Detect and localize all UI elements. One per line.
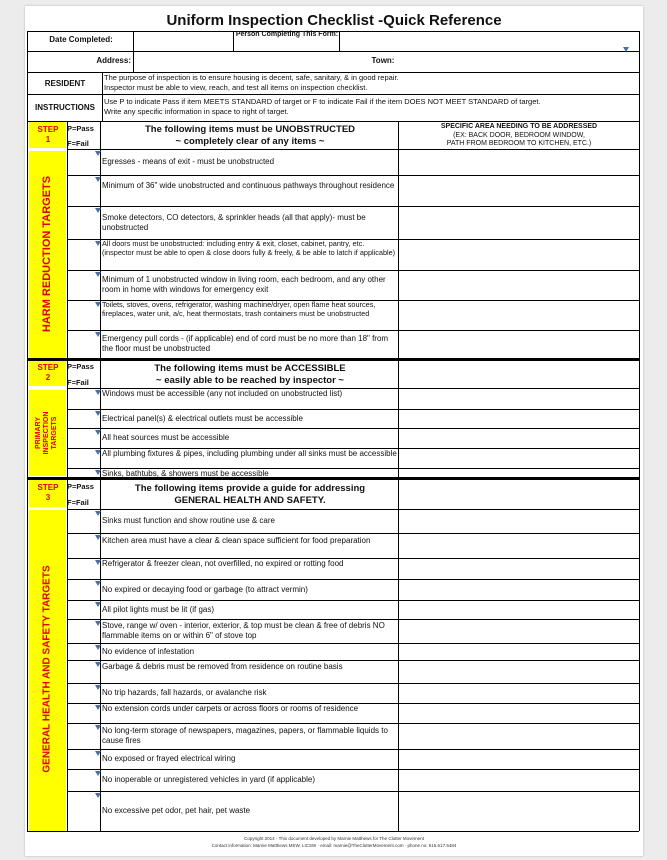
specific-area-notes-cell[interactable] (399, 534, 638, 557)
step2-heading: The following items must be ACCESSIBLE ~ easily able to be reached by inspector ~ (154, 363, 346, 386)
field-marker-icon (95, 725, 101, 730)
checklist-item: Sinks must function and show routine use & care (102, 516, 275, 525)
checklist-item: No trip hazards, fall hazards, or avalanche risk (102, 688, 267, 697)
field-marker-icon (95, 151, 101, 156)
specific-area-notes-cell[interactable] (399, 580, 638, 599)
field-marker-icon (95, 302, 101, 307)
date-completed-field[interactable] (134, 32, 232, 50)
town-label: Town: (371, 56, 395, 65)
field-marker-icon (95, 430, 101, 435)
pass-label: P=Pass (67, 124, 94, 133)
checklist-item: No extension cords under carpets or across floors or rooms of residence (102, 704, 359, 713)
checklist-item: Windows must be accessible (any not included on unobstructed list) (102, 389, 343, 398)
checklist-item: No exposed or frayed electrical wiring (102, 754, 236, 763)
field-marker-icon (95, 470, 101, 475)
checklist-item: No excessive pet odor, pet hair, pet waste (102, 806, 251, 815)
fail-label: F=Fail (67, 378, 89, 387)
date-completed-label: Date Completed: (49, 35, 113, 44)
field-marker-icon (95, 272, 101, 277)
instructions-text: Use P to indicate Pass if item MEETS STANDARD of target or F to indicate Fail if the item DOES NOT MEET STANDARD of target. Write any specific information in space to right of target. (104, 97, 541, 116)
checklist-item: Emergency pull cords - (if applicable) end of cord must be no more than 18" from the floor must be unobstructed (102, 334, 389, 353)
field-marker-icon (95, 662, 101, 667)
specific-area-notes-cell[interactable] (399, 770, 638, 790)
specific-area-notes-cell[interactable] (399, 684, 638, 702)
checklist-item: Egresses - means of exit - must be unobstructed (102, 157, 275, 166)
checklist-item: Kitchen area must have a clear & clean space sufficient for food preparation (102, 535, 371, 545)
step2-label: STEP 2 (37, 363, 59, 382)
field-marker-icon (95, 771, 101, 776)
specific-area-notes-cell[interactable] (399, 469, 638, 476)
specific-area-notes-cell[interactable] (399, 510, 638, 532)
step3-label: STEP 3 (37, 483, 59, 502)
field-marker-icon (95, 581, 101, 586)
fail-label: F=Fail (67, 139, 89, 148)
field-marker-icon (95, 621, 101, 626)
checklist-item: Electrical panel(s) & electrical outlets must be accessible (102, 413, 303, 423)
checklist-item: No inoperable or unregistered vehicles in yard (if applicable) (102, 775, 316, 784)
field-marker-icon (95, 602, 101, 607)
specific-area-notes-cell[interactable] (399, 410, 638, 427)
checklist-item: Refrigerator & freezer clean, not overfilled, no expired or rotting food (102, 559, 344, 568)
footer-copyright: Copyright 2014 · This document developed by Marnie Matthews for The Clutter Movement (244, 836, 424, 841)
field-marker-icon (95, 332, 101, 337)
field-marker-icon (95, 450, 101, 455)
instructions-label: INSTRUCTIONS (35, 103, 95, 112)
checklist-item: Smoke detectors, CO detectors, & sprinkler heads (all that apply)- must be unobstructed (102, 212, 366, 232)
checklist-item: All pilot lights must be lit (if gas) (102, 604, 215, 614)
field-marker-icon (95, 535, 101, 540)
specific-area-notes-cell[interactable] (399, 150, 638, 174)
specific-area-heading: SPECIFIC AREA NEEDING TO BE ADDRESSED (EX: BACK DOOR, BEDROOM WINDOW, PATH FROM BEDROOM TO KITCHEN, ETC.) (440, 123, 598, 147)
address-field[interactable] (134, 52, 364, 71)
checklist-item: No evidence of infestation (102, 646, 195, 656)
specific-area-notes-cell[interactable] (399, 559, 638, 578)
primary-inspection-label: PRIMARY INSPECTION TARGETS (35, 411, 58, 455)
specific-area-notes-cell[interactable] (399, 792, 638, 830)
specific-area-notes-cell[interactable] (399, 240, 638, 269)
specific-area-notes-cell[interactable] (399, 331, 638, 357)
field-marker-icon (95, 685, 101, 690)
resident-text: The purpose of inspection is to ensure housing is decent, safe, sanitary, & in good repair. Inspector must be able to view, reach, and test all items on inspection checklist. (104, 73, 399, 92)
field-marker-icon (95, 411, 101, 416)
pass-label: P=Pass (67, 362, 94, 371)
specific-area-notes-cell[interactable] (399, 389, 638, 408)
checklist-item: Minimum of 1 unobstructed window in living room, each bedroom, and any other room in home with windows for emergency exit (102, 275, 386, 294)
checklist-item: No expired or decaying food or garbage (to attract vermin) (102, 584, 308, 594)
specific-area-notes-cell[interactable] (399, 750, 638, 768)
checklist-item: All plumbing fixtures & pipes, including plumbing under all sinks must be accessible (102, 449, 397, 458)
field-marker-icon (95, 241, 101, 246)
field-marker-icon (95, 560, 101, 565)
specific-area-notes-cell[interactable] (399, 724, 638, 748)
checklist-item: All heat sources must be accessible (102, 433, 230, 442)
field-marker-icon (95, 751, 101, 756)
fail-label: F=Fail (67, 498, 89, 507)
field-marker-icon (95, 177, 101, 182)
town-field[interactable] (401, 52, 637, 71)
field-marker-icon (95, 705, 101, 710)
specific-area-notes-cell[interactable] (399, 644, 638, 659)
specific-area-notes-cell[interactable] (399, 271, 638, 299)
checklist-item: All doors must be unobstructed: including entry & exit, closet, cabinet, pantry, etc. (inspector must be able to open & close doors fully & freely, & be able to latch if applicable) (102, 239, 396, 257)
field-marker-icon (95, 511, 101, 516)
checklist-item: Toilets, stoves, ovens, refrigerator, washing machine/dryer, open flame heat sources, fireplaces, water unit, a/c, heat thermostats, trash containers must be unobstructed (102, 300, 376, 318)
footer-contact: Contact information: Marnie Matthews MSW, LICSW · email: marnie@TheClutterMovement.com · phone no: 615.617.5484 (211, 843, 457, 848)
specific-area-notes-cell[interactable] (399, 661, 638, 682)
checklist-item: Minimum of 36" wide unobstructed and continuous pathways throughout residence (102, 180, 395, 190)
step1-label: STEP 1 (37, 125, 59, 144)
step3-heading: The following items provide a guide for addressing GENERAL HEALTH AND SAFETY. (134, 483, 366, 506)
checklist-item: No long-term storage of newspapers, magazines, papers, or flammable liquids to cause fires (102, 726, 388, 745)
field-marker-icon (95, 390, 101, 395)
field-marker-icon (95, 208, 101, 213)
specific-area-notes-cell[interactable] (399, 429, 638, 447)
checklist-item: Garbage & debris must be removed from residence on routine basis (102, 661, 343, 671)
specific-area-notes-cell[interactable] (399, 601, 638, 618)
checklist-page (25, 6, 643, 856)
field-marker-icon (95, 793, 101, 798)
resident-label: RESIDENT (44, 79, 86, 88)
step1-heading: The following items must be UNOBSTRUCTED ~ completely clear of any items ~ (144, 124, 356, 147)
person-completing-field[interactable] (340, 32, 638, 50)
specific-area-notes-cell[interactable] (399, 704, 638, 722)
pass-label: P=Pass (67, 482, 94, 491)
person-completing-label: Person Completing This Form: (235, 31, 339, 38)
field-marker-icon (95, 645, 101, 650)
specific-area-notes-cell[interactable] (399, 620, 638, 642)
dropdown-marker-icon (623, 47, 629, 52)
specific-area-notes-cell[interactable] (399, 176, 638, 205)
specific-area-notes-cell[interactable] (399, 207, 638, 238)
harm-reduction-label: HARM REDUCTION TARGETS (41, 175, 53, 333)
specific-area-notes-cell[interactable] (399, 301, 638, 329)
checklist-item: Sinks, bathtubs, & showers must be accessible (102, 469, 269, 478)
specific-area-notes-cell[interactable] (399, 449, 638, 467)
general-health-label: GENERAL HEALTH AND SAFETY TARGETS (41, 565, 53, 773)
page-title: Uniform Inspection Checklist -Quick Reference (166, 12, 502, 29)
checklist-item: Stove, range w/ oven - interior, exterior, & top must be clean & free of debris NO flammable items on or within 6" of stove top (102, 621, 385, 640)
address-label: Address: (96, 56, 131, 65)
